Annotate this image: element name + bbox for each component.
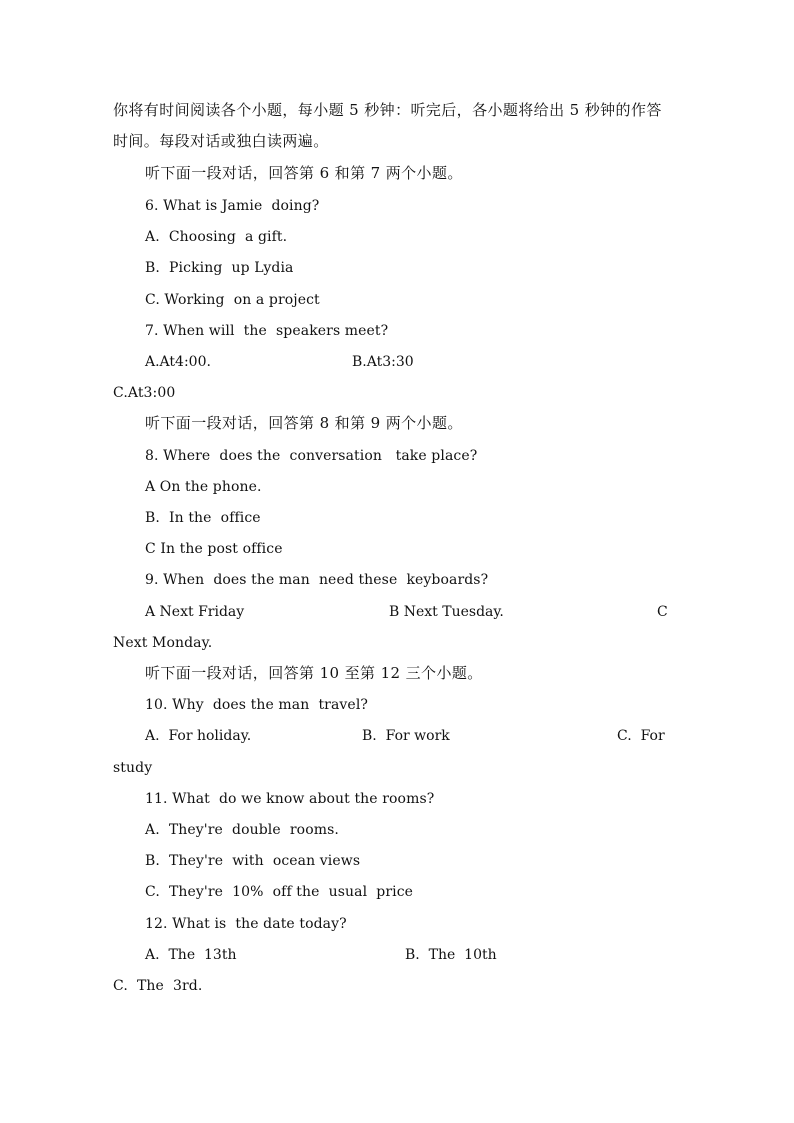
section-heading-8-9: 听下面一段对话，回答第 8 和第 9 两个小题。	[145, 414, 463, 432]
intro-line-2: 时间。每段对话或独白读两遍。	[113, 132, 329, 150]
option-7c: C.At3:00	[113, 385, 176, 401]
option-6b: B. Picking up Lydia	[145, 260, 294, 276]
option-12b: B. The 10th	[405, 947, 497, 963]
question-9: 9. When does the man need these keyboards?	[145, 572, 489, 588]
option-12a: A. The 13th	[145, 947, 237, 963]
question-11: 11. What do we know about the rooms?	[145, 791, 435, 807]
option-10c-part1: C. For	[617, 728, 665, 744]
question-12: 12. What is the date today?	[145, 916, 347, 932]
option-10b: B. For work	[362, 728, 450, 744]
question-8: 8. Where does the conversation take place?	[145, 448, 478, 464]
option-9c-text: Next Monday.	[113, 635, 213, 651]
option-6a: A. Choosing a gift.	[145, 229, 288, 245]
question-6: 6. What is Jamie doing?	[145, 198, 320, 214]
section-heading-6-7: 听下面一段对话，回答第 6 和第 7 两个小题。	[145, 164, 463, 182]
option-11c: C. They're 10% off the usual price	[145, 884, 414, 900]
option-8c: C In the post office	[145, 541, 283, 557]
intro-line-1: 你将有时间阅读各个小题，每小题 5 秒钟：听完后，各小题将给出 5 秒钟的作答	[113, 101, 662, 119]
option-8a: A On the phone.	[145, 479, 262, 495]
option-11b: B. They're with ocean views	[145, 853, 361, 869]
option-10c-part2: study	[113, 760, 153, 776]
option-7b: B.At3:30	[352, 354, 414, 370]
option-8b: B. In the office	[145, 510, 261, 526]
question-10: 10. Why does the man travel?	[145, 697, 369, 713]
section-heading-10-12: 听下面一段对话，回答第 10 至第 12 三个小题。	[145, 664, 483, 682]
option-6c: C. Working on a project	[145, 292, 320, 308]
option-9c-letter: C	[657, 604, 668, 620]
question-7: 7. When will the speakers meet?	[145, 323, 389, 339]
option-10a: A. For holiday.	[145, 728, 252, 744]
option-9a: A Next Friday	[145, 604, 245, 620]
option-9b: B Next Tuesday.	[389, 604, 504, 620]
option-12c: C. The 3rd.	[113, 978, 203, 994]
option-7a: A.At4:00.	[145, 354, 211, 370]
option-11a: A. They're double rooms.	[145, 822, 339, 838]
